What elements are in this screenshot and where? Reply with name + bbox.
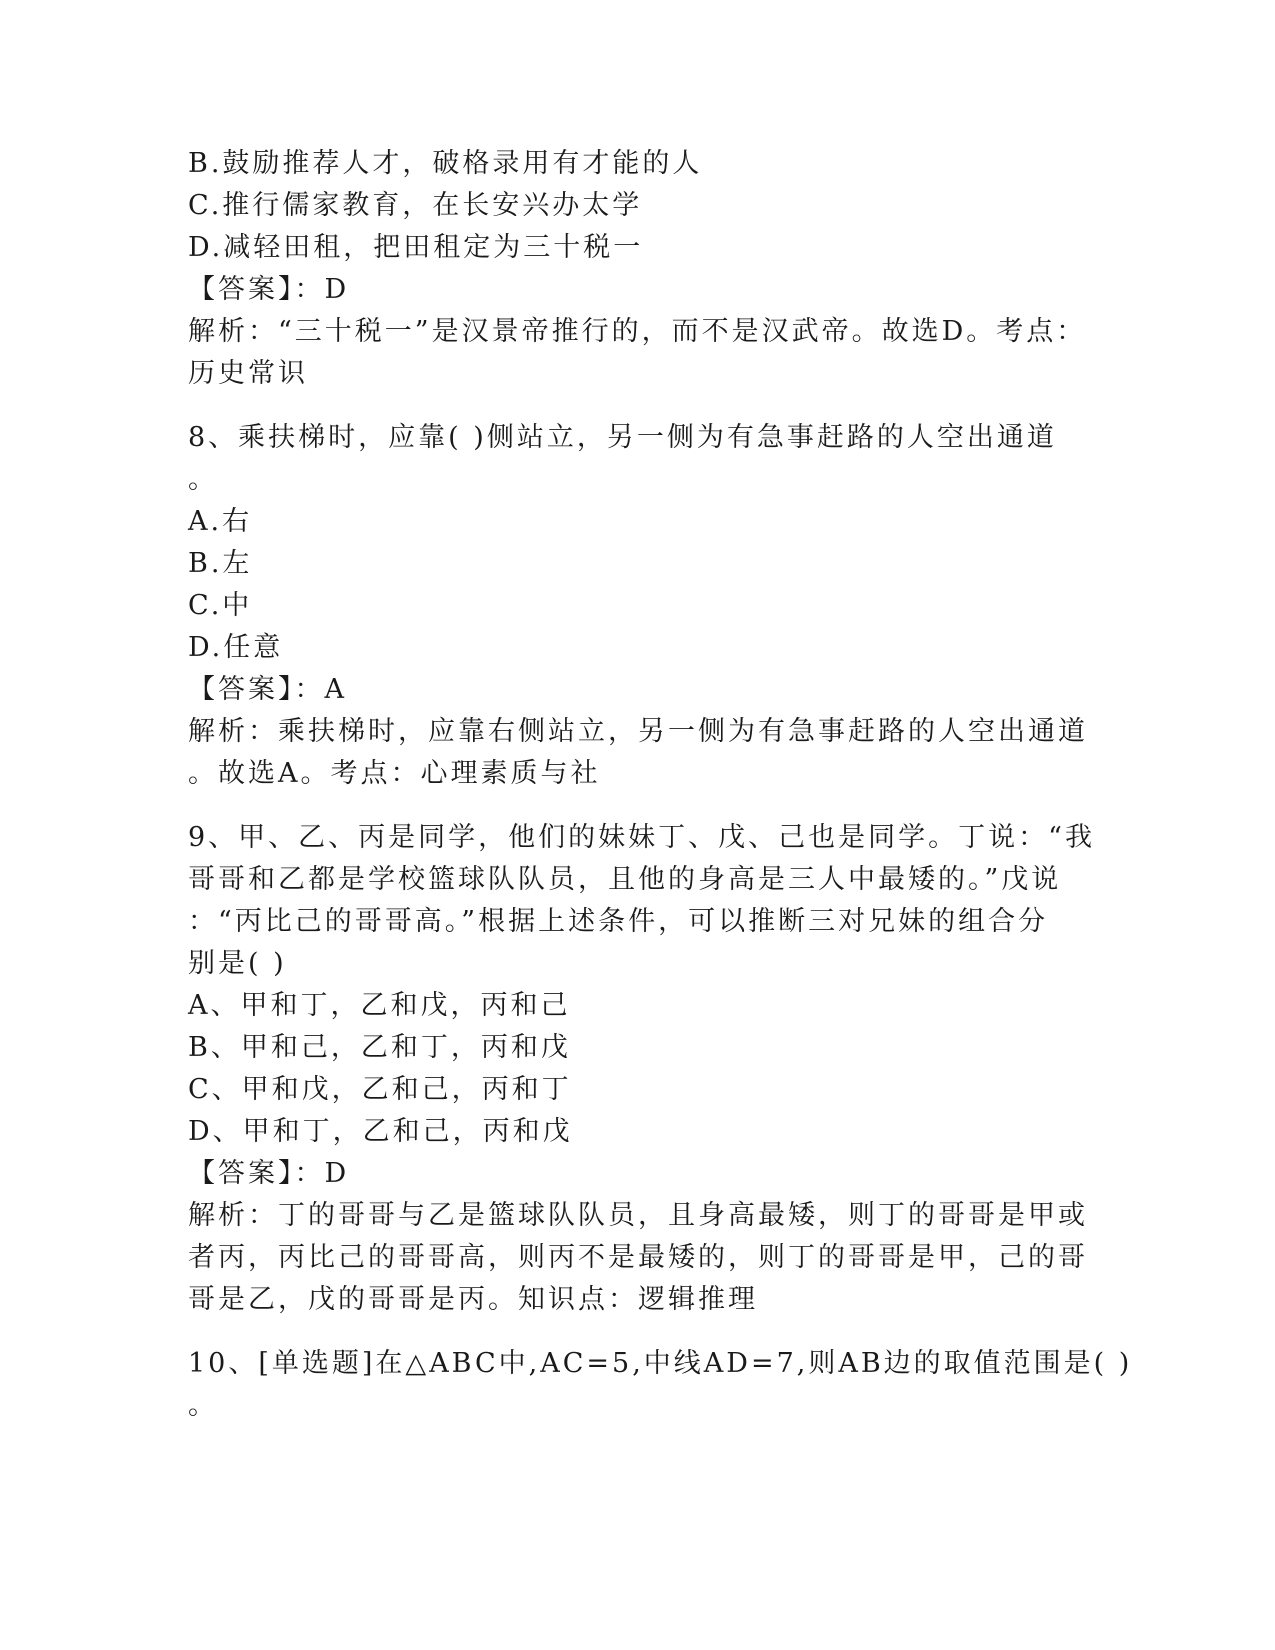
question-10 <box>188 1343 1133 1427</box>
analysis-line: 。故选A。考点：心理素质与社 <box>188 758 601 789</box>
option-a: A、甲和丁，乙和戊，丙和己 <box>188 990 571 1021</box>
option-c: C.推行儒家教育，在长安兴办太学 <box>188 190 643 221</box>
analysis-line: 解析：“三十税一”是汉景帝推行的，而不是汉武帝。故选D。考点： <box>188 316 1087 347</box>
option-d: D.减轻田租，把田租定为三十税一 <box>188 232 644 263</box>
analysis-line: 者丙，丙比己的哥哥高，则丙不是最矮的，则丁的哥哥是甲，己的哥 <box>188 1242 1088 1273</box>
question-text: 。 <box>188 464 218 495</box>
option-d: D.任意 <box>188 632 284 663</box>
analysis-line: 历史常识 <box>188 358 308 389</box>
question-text: ：“丙比己的哥哥高。”根据上述条件，可以推断三对兄妹的组合分 <box>188 906 1049 937</box>
question-text: 9、甲、乙、丙是同学，他们的妹妹丁、戊、己也是同学。丁说：“我 <box>188 822 1095 853</box>
question-text: 别是( ) <box>188 948 287 979</box>
option-b: B.鼓励推荐人才，破格录用有才能的人 <box>188 148 703 179</box>
question-text: 10、[单选题]在△ABC中,AC=5,中线AD=7,则AB边的取值范围是( ) <box>188 1348 1133 1379</box>
answer: 【答案】：A <box>188 674 347 705</box>
analysis-line: 解析：乘扶梯时，应靠右侧站立，另一侧为有急事赶路的人空出通道 <box>188 716 1088 747</box>
document-page <box>188 143 1133 1427</box>
option-a: A.右 <box>188 506 253 537</box>
question-text: 8、乘扶梯时，应靠( )侧站立，另一侧为有急事赶路的人空出通道 <box>188 422 1057 453</box>
answer: 【答案】：D <box>188 274 350 305</box>
option-b: B、甲和己，乙和丁，丙和戊 <box>188 1032 571 1063</box>
question-9 <box>188 817 1095 1321</box>
answer: 【答案】：D <box>188 1158 350 1189</box>
analysis-line: 哥是乙，戊的哥哥是丙。知识点：逻辑推理 <box>188 1284 758 1315</box>
option-b: B.左 <box>188 548 253 579</box>
analysis-line: 解析：丁的哥哥与乙是篮球队队员，且身高最矮，则丁的哥哥是甲或 <box>188 1200 1088 1231</box>
question-text: 。 <box>188 1390 218 1421</box>
option-c: C.中 <box>188 590 253 621</box>
option-c: C、甲和戊，乙和己，丙和丁 <box>188 1074 572 1105</box>
option-d: D、甲和丁，乙和己，丙和戊 <box>188 1116 573 1147</box>
question-8 <box>188 417 1088 795</box>
question-text: 哥哥和乙都是学校篮球队队员，且他的身高是三人中最矮的。”戊说 <box>188 864 1062 895</box>
question-7-continued <box>188 143 1088 395</box>
